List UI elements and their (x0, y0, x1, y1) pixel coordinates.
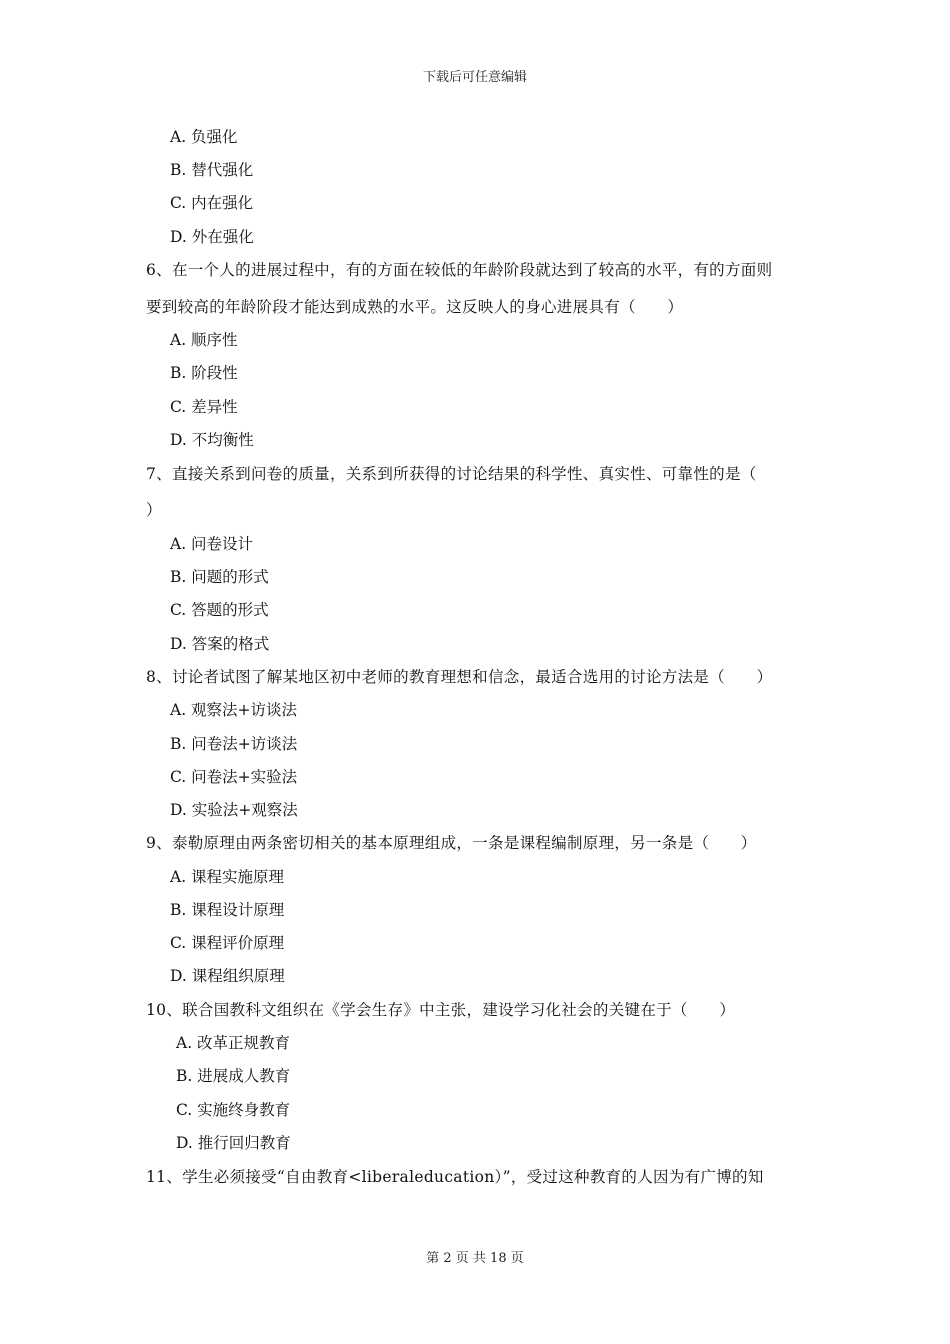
q7-option-c: C. 答题的形式 (170, 601, 269, 619)
q7-text-line1: 7、直接关系到问卷的质量，关系到所获得的讨论结果的科学性、真实性、可靠性的是（ (146, 465, 757, 483)
q9-option-d: D. 课程组织原理 (170, 967, 285, 985)
q6-option-b: B. 阶段性 (170, 364, 238, 382)
q10-option-c: C. 实施终身教育 (176, 1101, 291, 1119)
page-header: 下载后可任意编辑 (422, 70, 527, 85)
q9-option-b: B. 课程设计原理 (170, 901, 285, 919)
q8-text-line1: 8、讨论者试图了解某地区初中老师的教育理想和信念，最适合选用的讨论方法是（ ） (146, 668, 773, 686)
q8-option-b: B. 问卷法+访谈法 (170, 735, 298, 753)
q5-option-a: A. 负强化 (170, 128, 238, 146)
q7-option-a: A. 问卷设计 (170, 535, 254, 553)
q5-option-c: C. 内在强化 (170, 194, 254, 212)
q5-option-d: D. 外在强化 (170, 228, 254, 246)
q6-text-line1: 6、在一个人的进展过程中，有的方面在较低的年龄阶段就达到了较高的水平，有的方面则 (146, 261, 773, 279)
q6-option-d: D. 不均衡性 (170, 431, 254, 449)
q8-option-d: D. 实验法+观察法 (170, 801, 298, 819)
q9-option-c: C. 课程评价原理 (170, 934, 285, 952)
q8-option-c: C. 问卷法+实验法 (170, 768, 298, 786)
q6-option-a: A. 顺序性 (170, 331, 238, 349)
q6-text-line2: 要到较高的年龄阶段才能达到成熟的水平。这反映人的身心进展具有（ ） (146, 298, 684, 316)
page-footer: 第 2 页 共 18 页 (426, 1251, 524, 1266)
q10-option-a: A. 改革正规教育 (176, 1034, 291, 1052)
q10-text-line1: 10、联合国教科文组织在《学会生存》中主张，建设学习化社会的关键在于（ ） (146, 1001, 736, 1019)
q6-option-c: C. 差异性 (170, 398, 238, 416)
q11-text-line1: 11、学生必须接受“自由教育<liberaleducation）”，受过这种教育的人因为有广博的知 (146, 1168, 764, 1186)
q9-text-line1: 9、泰勒原理由两条密切相关的基本原理组成，一条是课程编制原理，另一条是（ ） (146, 834, 757, 852)
q10-option-b: B. 进展成人教育 (176, 1067, 291, 1085)
q7-option-d: D. 答案的格式 (170, 635, 270, 653)
q9-option-a: A. 课程实施原理 (170, 868, 285, 886)
q8-option-a: A. 观察法+访谈法 (170, 701, 298, 719)
q7-text-line2: ） (146, 501, 162, 519)
q10-option-d: D. 推行回归教育 (176, 1134, 291, 1152)
q7-option-b: B. 问题的形式 (170, 568, 269, 586)
q5-option-b: B. 替代强化 (170, 161, 254, 179)
